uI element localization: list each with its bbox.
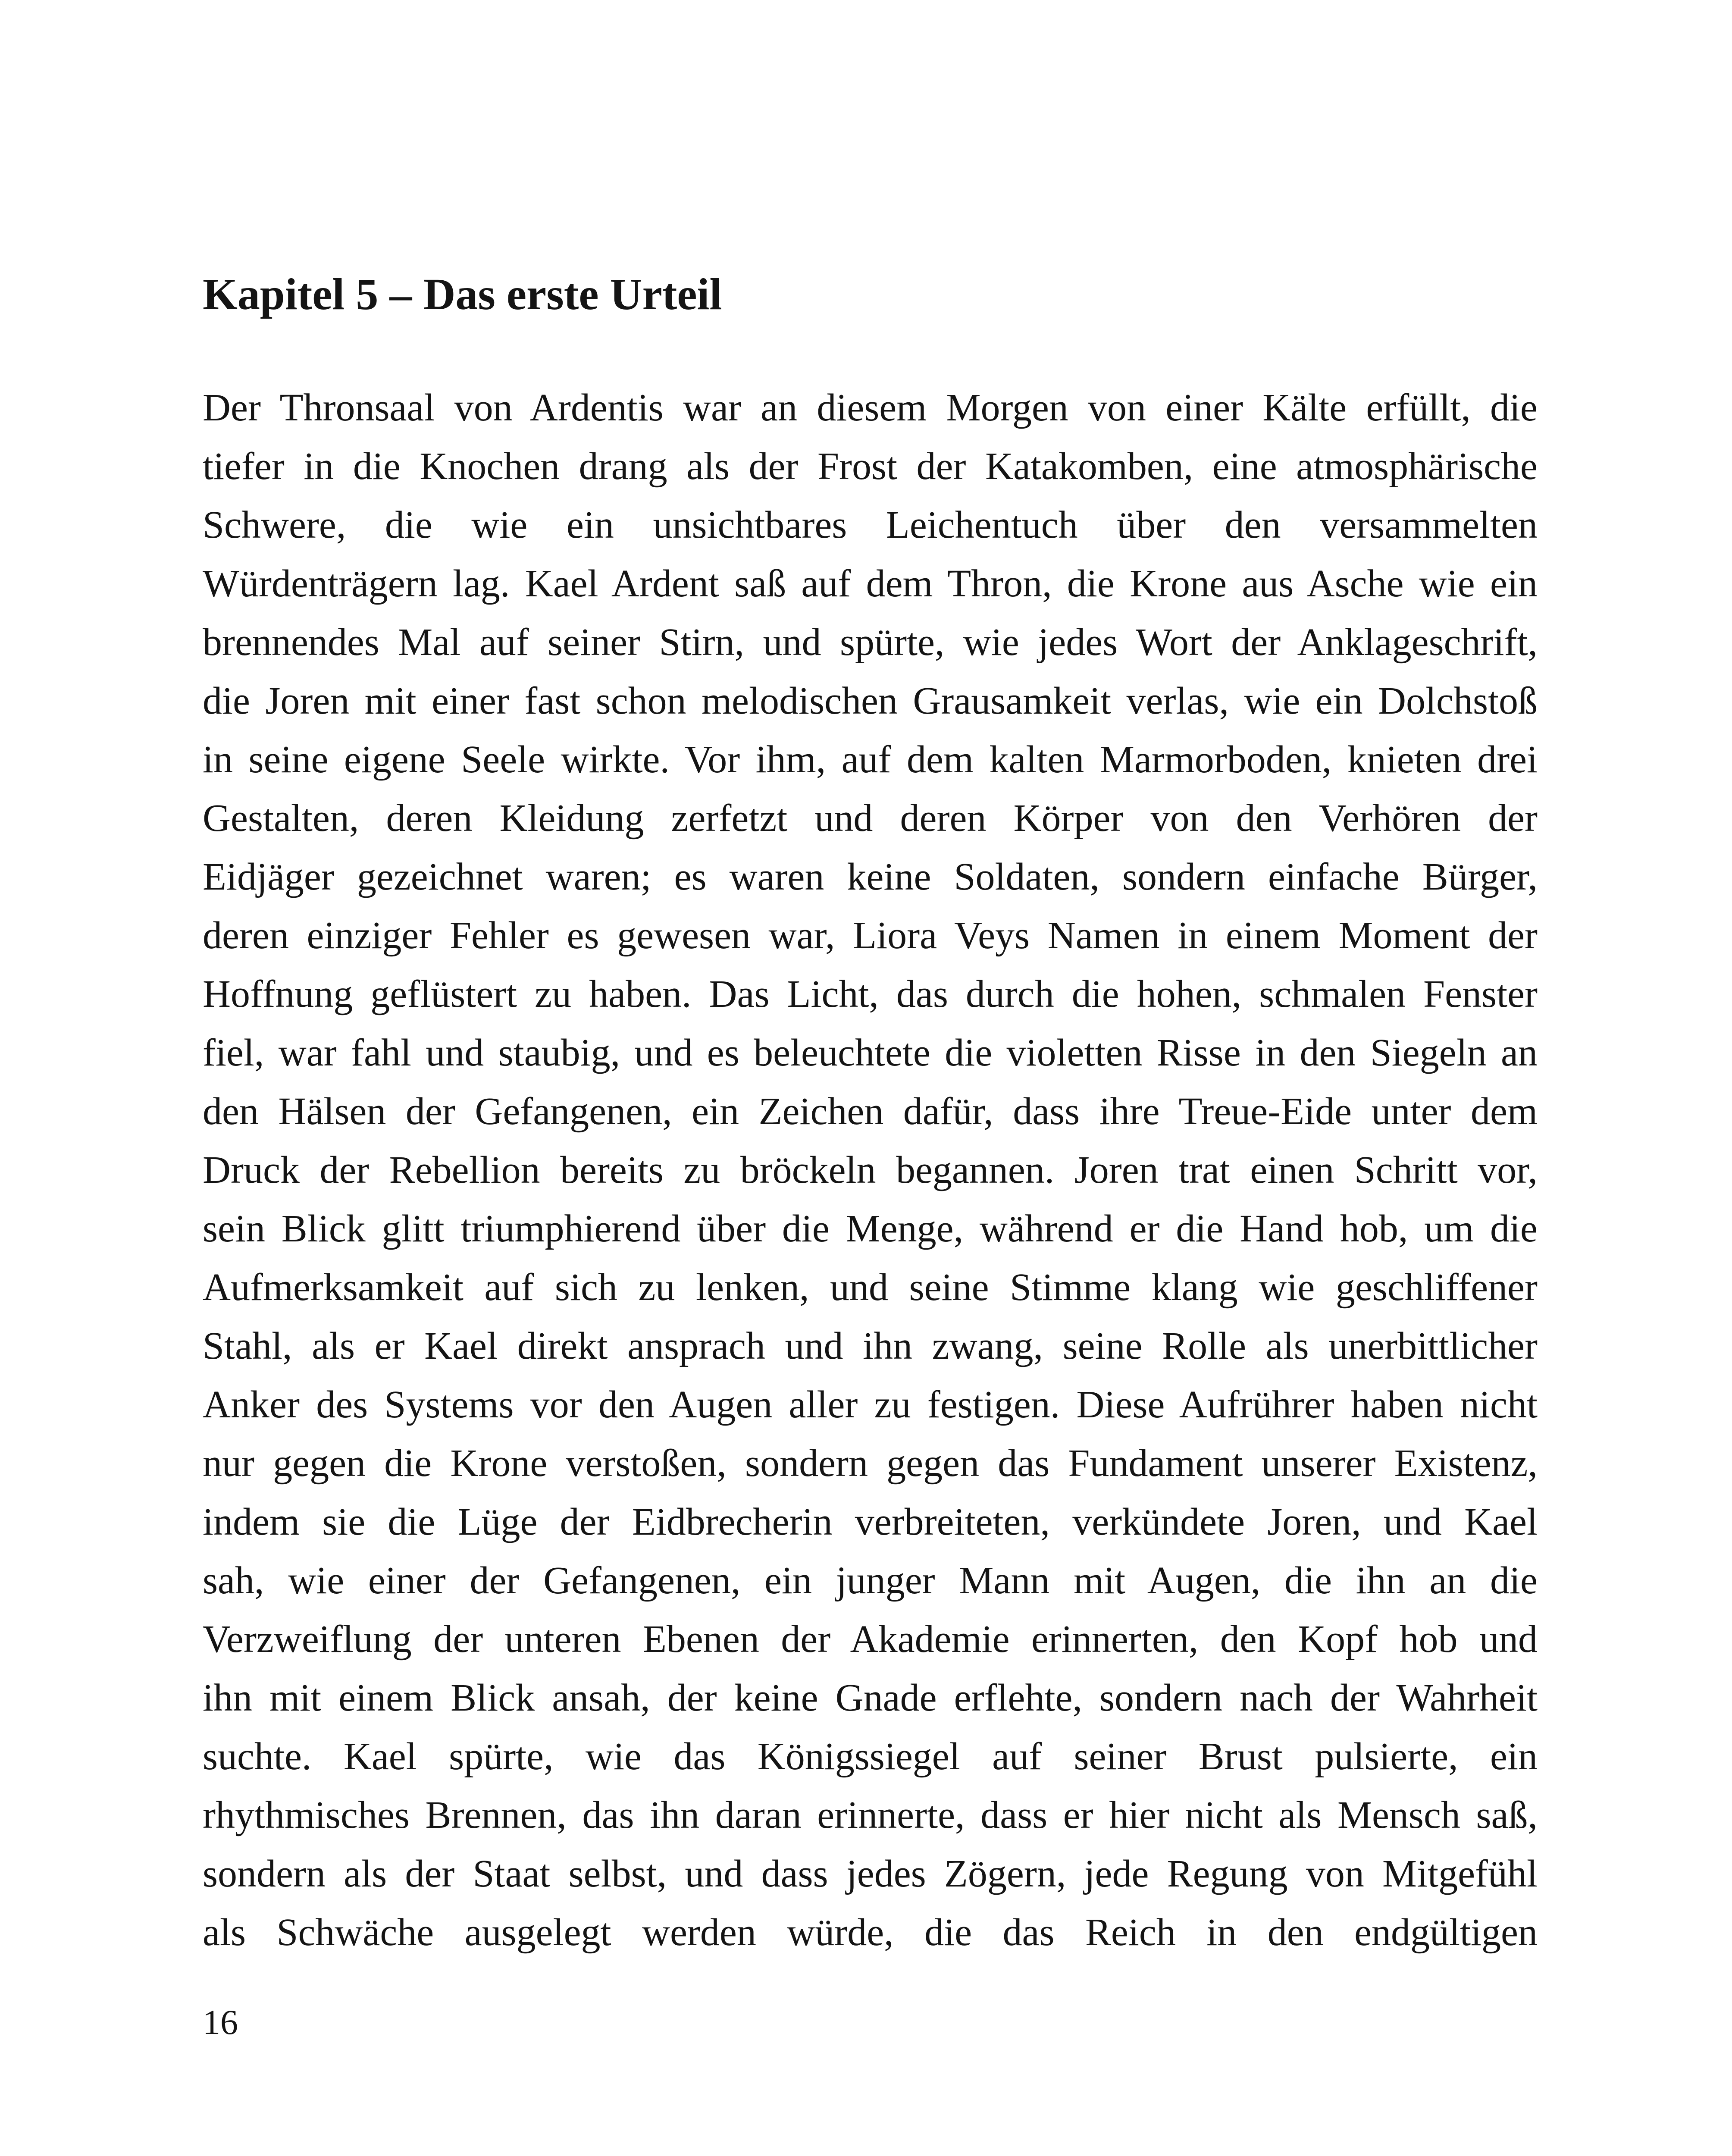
text-line: Eidjäger gezeichnet waren; es waren keine Soldaten, sondern einfache Bürger, <box>203 856 1538 898</box>
text-line: die Joren mit einer fast schon melodischen Grausamkeit verlas, wie ein Dolchstoß <box>203 680 1538 722</box>
text-line: ihn mit einem Blick ansah, der keine Gnade erflehte, sondern nach der Wahrheit <box>203 1677 1538 1719</box>
body-paragraph <box>203 379 1538 1962</box>
text-line: Würdenträgern lag. Kael Ardent saß auf dem Thron, die Krone aus Asche wie ein <box>203 562 1538 605</box>
chapter-title: Kapitel 5 – Das erste Urteil <box>203 270 722 319</box>
text-line: Schwere, die wie ein unsichtbares Leichentuch über den versammelten <box>203 504 1538 546</box>
text-line: nur gegen die Krone verstoßen, sondern gegen das Fundament unserer Existenz, <box>203 1442 1538 1485</box>
text-line: sein Blick glitt triumphierend über die Menge, während er die Hand hob, um die <box>203 1207 1538 1250</box>
text-line: Stahl, als er Kael direkt ansprach und ihn zwang, seine Rolle als unerbittlicher <box>203 1325 1538 1367</box>
text-line: tiefer in die Knochen drang als der Frost der Katakomben, eine atmosphärische <box>203 445 1538 488</box>
text-line: indem sie die Lüge der Eidbrecherin verbreiteten, verkündete Joren, und Kael <box>203 1501 1538 1543</box>
text-line: sah, wie einer der Gefangenen, ein junger Mann mit Augen, die ihn an die <box>203 1559 1538 1602</box>
text-line: den Hälsen der Gefangenen, ein Zeichen dafür, dass ihre Treue-Eide unter dem <box>203 1090 1538 1133</box>
text-line: Anker des Systems vor den Augen aller zu festigen. Diese Aufrührer haben nicht <box>203 1383 1538 1426</box>
text-line: Druck der Rebellion bereits zu bröckeln begannen. Joren trat einen Schritt vor, <box>203 1149 1538 1191</box>
text-line: Hoffnung geflüstert zu haben. Das Licht, das durch die hohen, schmalen Fenster <box>203 973 1538 1015</box>
text-line: in seine eigene Seele wirkte. Vor ihm, auf dem kalten Marmorboden, knieten drei <box>203 738 1538 781</box>
text-line: sondern als der Staat selbst, und dass jedes Zögern, jede Regung von Mitgefühl <box>203 1852 1538 1895</box>
text-line: rhythmisches Brennen, das ihn daran erinnerte, dass er hier nicht als Mensch saß, <box>203 1794 1538 1836</box>
text-line: Aufmerksamkeit auf sich zu lenken, und seine Stimme klang wie geschliffener <box>203 1266 1538 1309</box>
text-line: Der Thronsaal von Ardentis war an diesem Morgen von einer Kälte erfüllt, die <box>203 386 1538 429</box>
text-line: deren einziger Fehler es gewesen war, Liora Veys Namen in einem Moment der <box>203 914 1538 957</box>
text-line: Gestalten, deren Kleidung zerfetzt und deren Körper von den Verhören der <box>203 797 1538 840</box>
text-line: brennendes Mal auf seiner Stirn, und spürte, wie jedes Wort der Anklageschrift, <box>203 621 1538 664</box>
text-line: Verzweiflung der unteren Ebenen der Akademie erinnerten, den Kopf hob und <box>203 1618 1538 1661</box>
text-line: suchte. Kael spürte, wie das Königssiegel auf seiner Brust pulsierte, ein <box>203 1735 1538 1778</box>
text-line: fiel, war fahl und staubig, und es beleuchtete die violetten Risse in den Siegeln an <box>203 1031 1538 1074</box>
page-number: 16 <box>203 2002 238 2042</box>
text-line: als Schwäche ausgelegt werden würde, die das Reich in den endgültigen <box>203 1911 1538 1954</box>
